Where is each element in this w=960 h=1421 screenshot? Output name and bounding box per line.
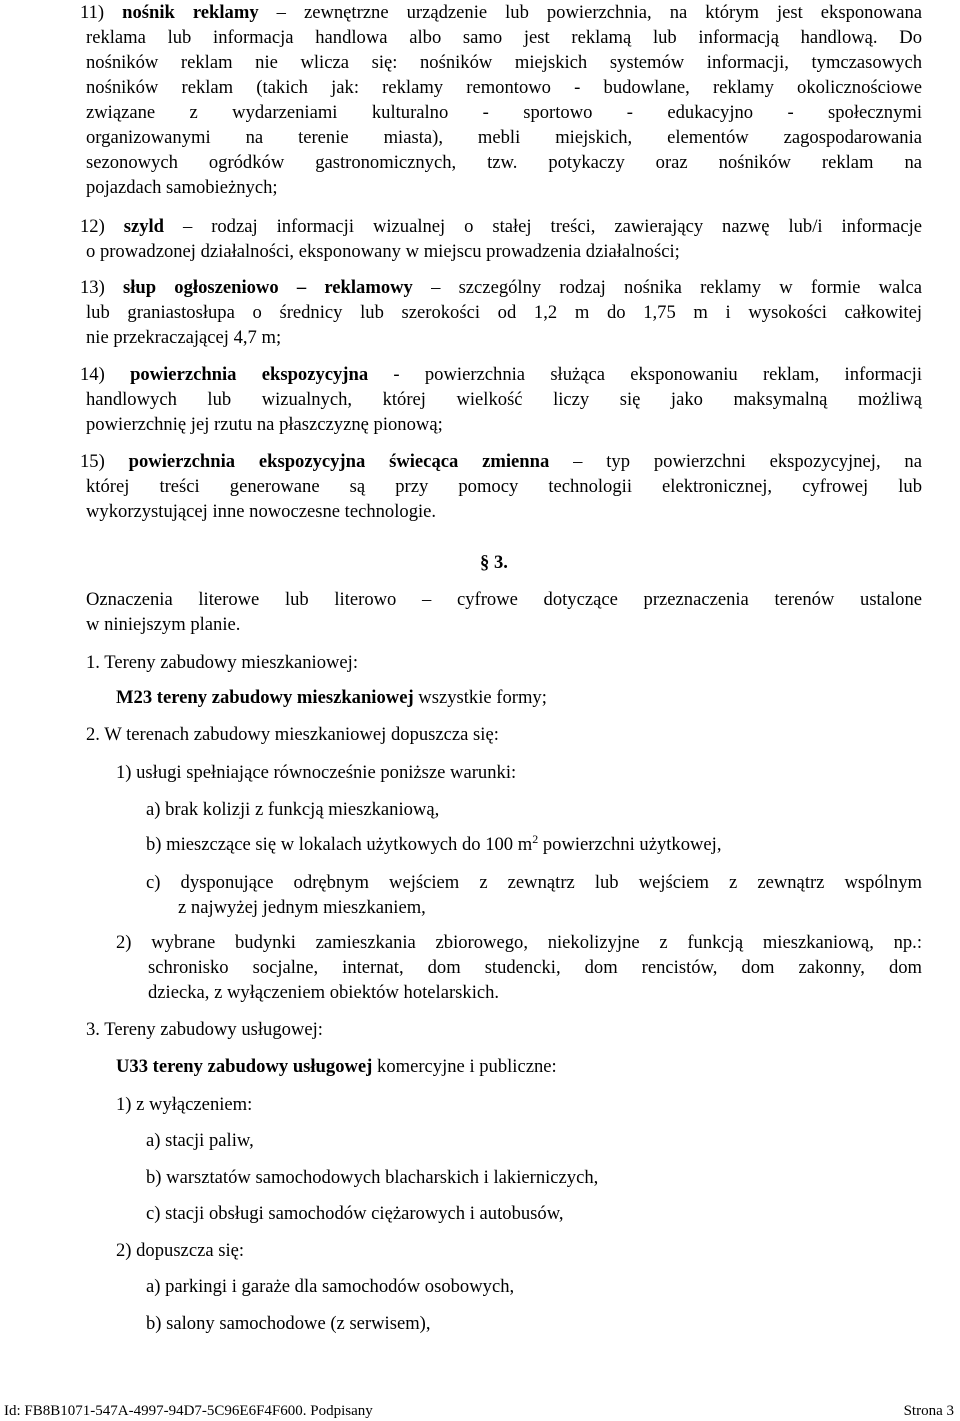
list-item: 2) wybrane budynki zamieszkania zbiorowego, niekolizyjne z funkcją mieszkaniową, np.: schronisko socjalne, internat, dom studencki, dom rencistów, dom zakonny, dom dziecka, z wyłączeniem obiektów hotelarskich.: [116, 932, 922, 1003]
definition-text: nie przekraczającej 4,7 m;: [86, 327, 282, 348]
definition-12: [80, 214, 923, 264]
definition-text: której treści generowane są przy pomocy technologii elektronicznej, cyfrowej lub: [86, 476, 922, 497]
section-intro: [86, 587, 922, 637]
definition-text: – rodzaj informacji wizualnej o stałej treści, zawierający nazwę lub/i informacje: [182, 216, 923, 237]
definition-term: nośnik reklamy: [122, 2, 259, 23]
definition-text: handlowych lub wizualnych, której wielkość liczy się jako maksymalną możliwą: [86, 389, 922, 410]
residential-title: 1. Tereny zabudowy mieszkaniowej:: [86, 652, 359, 673]
section-intro-line: w niniejszym planie.: [86, 614, 241, 635]
definition-text: związane z wydarzeniami kulturalno - sportowo - edukacyjno - społecznymi: [86, 102, 922, 123]
definition-text: – szczególny rodzaj nośnika reklamy w formie walca: [431, 277, 922, 298]
definition-13: [80, 275, 922, 350]
definition-text: nośników reklam (takich jak: reklamy remontowo - budowlane, reklamy okolicznościowe: [86, 77, 922, 98]
definition-number: 15): [80, 451, 105, 472]
list-item: a) stacji paliw,: [146, 1130, 254, 1151]
section-heading: § 3.: [480, 552, 508, 573]
definition-text: nośników reklam nie wlicza się: nośników miejskich systemów informacji, tymczasowych: [86, 52, 922, 73]
definition-text: wykorzystującej inne nowoczesne technologie.: [86, 501, 437, 522]
service-title: 3. Tereny zabudowy usługowej:: [86, 1019, 323, 1040]
definition-term: szyld: [123, 216, 165, 237]
definition-number: 13): [80, 277, 105, 298]
definition-number: 12): [80, 216, 105, 237]
list-item: b) salony samochodowe (z serwisem),: [146, 1313, 431, 1334]
definition-text: lub graniastosłupa o średnicy lub szerokości od 1,2 m do 1,75 m i wysokości całkowitej: [86, 302, 922, 323]
definition-term: powierzchnia ekspozycyjna: [130, 364, 369, 385]
definition-term: powierzchnia ekspozycyjna świecąca zmienna: [128, 451, 550, 472]
service-designation: U33 tereny zabudowy usługowej komercyjne i publiczne:: [116, 1056, 557, 1077]
definition-number: 14): [80, 364, 105, 385]
definition-15: [80, 449, 922, 524]
list-item: a) parkingi i garaże dla samochodów osobowych,: [146, 1276, 515, 1297]
definition-text: – typ powierzchni ekspozycyjnej, na: [573, 451, 922, 472]
definition-text: sezonowych ogródków gastronomicznych, tzw. potykaczy oraz nośników reklam na: [86, 152, 922, 173]
definition-text: pojazdach samobieżnych;: [86, 177, 278, 198]
definition-14: [80, 362, 922, 437]
residential-allowed-title: 2. W terenach zabudowy mieszkaniowej dopuszcza się:: [86, 724, 499, 745]
definition-text: – zewnętrzne urządzenie lub powierzchnia, na którym jest eksponowana: [276, 2, 922, 23]
definition-11: [80, 0, 922, 200]
definition-text: - powierzchnia służąca eksponowaniu reklam, informacji: [393, 364, 922, 385]
residential-designation: M23 tereny zabudowy mieszkaniowej wszystkie formy;: [116, 687, 547, 708]
definition-text: organizowanymi na terenie miasta), mebli miejskich, elementów zagospodarowania: [86, 127, 922, 148]
definition-text: powierzchnię jej rzutu na płaszczyznę pionową;: [86, 414, 443, 435]
definition-text: reklama lub informacja handlowa albo samo jest reklamą lub informacją handlową. Do: [86, 27, 922, 48]
list-item: b) warsztatów samochodowych blacharskich i lakierniczych,: [146, 1167, 599, 1188]
footer-page-number: Strona 3: [903, 1403, 954, 1419]
section-intro-line: Oznaczenia literowe lub literowo – cyfrowe dotyczące przeznaczenia terenów ustalone: [86, 589, 922, 610]
list-item: c) dysponujące odrębnym wejściem z zewnątrz lub wejściem z zewnątrz wspólnym z najwyżej jednym mieszkaniem,: [146, 872, 922, 918]
definition-term: słup ogłoszeniowo – reklamowy: [123, 277, 413, 298]
list-item: c) stacji obsługi samochodów ciężarowych i autobusów,: [146, 1203, 564, 1224]
definition-number: 11): [80, 2, 105, 23]
list-item: 1) z wyłączeniem:: [116, 1094, 253, 1115]
list-item: 2) dopuszcza się:: [116, 1240, 245, 1261]
list-item: b) mieszczące się w lokalach użytkowych do 100 $m^2$ powierzchni użytkowej,: [146, 832, 722, 855]
footer-document-id: Id: FB8B1071-547A-4997-94D7-5C96E6F4F600. Podpisany: [4, 1403, 373, 1419]
list-item: a) brak kolizji z funkcją mieszkaniową,: [146, 799, 440, 820]
list-item: 1) usługi spełniające równocześnie poniższe warunki:: [116, 762, 517, 783]
definition-text: o prowadzonej działalności, eksponowany w miejscu prowadzenia działalności;: [86, 241, 680, 262]
